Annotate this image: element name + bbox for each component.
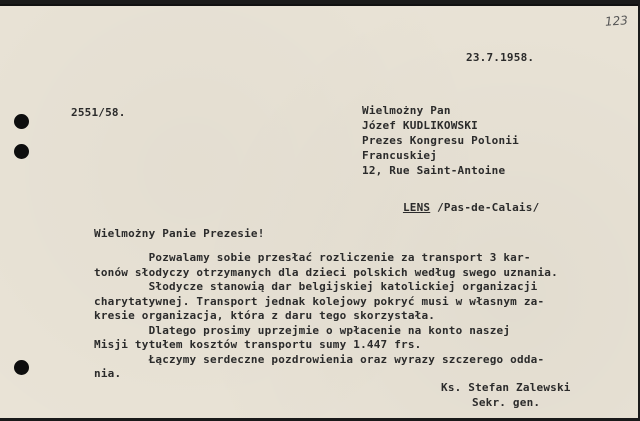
signature-name: Ks. Stefan Zalewski — [441, 381, 571, 394]
letter-page — [0, 4, 638, 418]
recipient-name: Józef KUDLIKOWSKI — [362, 119, 478, 132]
salutation: Wielmożny Panie Prezesie! — [94, 227, 265, 240]
reference-number: 2551/58. — [71, 106, 126, 119]
recipient-line: Wielmożny Pan — [362, 104, 451, 117]
body-line: nia. — [94, 367, 122, 380]
body-line: tonów słodyczy otrzymanych dla dzieci polskich według swego uznania. — [94, 266, 558, 279]
recipient-city: LENS — [402, 201, 431, 214]
punch-hole-icon — [14, 144, 29, 159]
recipient-line: Prezes Kongresu Polonii — [362, 134, 519, 147]
recipient-line: Francuskiej — [362, 149, 438, 162]
punch-hole-icon — [14, 114, 29, 129]
page-number: 123 — [604, 13, 629, 29]
signature-title: Sekr. gen. — [472, 396, 541, 409]
body-line: Pozwalamy sobie przesłać rozliczenie za transport 3 kar- — [94, 251, 531, 264]
body-line: Dlatego prosimy uprzejmie o wpłacenie na konto naszej — [94, 324, 511, 337]
recipient-region: /Pas-de-Calais/ — [437, 201, 540, 214]
body-line: Misji tytułem kosztów transportu sumy 1.447 frs. — [94, 338, 422, 351]
body-line: Słodycze stanowią dar belgijskiej katolickiej organizacji — [94, 280, 538, 293]
punch-hole-icon — [14, 360, 29, 375]
body-line: Łączymy serdeczne pozdrowienia oraz wyrazy szczerego odda- — [94, 353, 545, 366]
body-line: charytatywnej. Transport jednak kolejowy pokryć musi w własnym za- — [94, 295, 545, 308]
recipient-street: 12, Rue Saint-Antoine — [362, 164, 506, 177]
body-line: kresie organizacja, która z daru tego skorzystała. — [94, 309, 436, 322]
letter-date: 23.7.1958. — [466, 51, 535, 64]
